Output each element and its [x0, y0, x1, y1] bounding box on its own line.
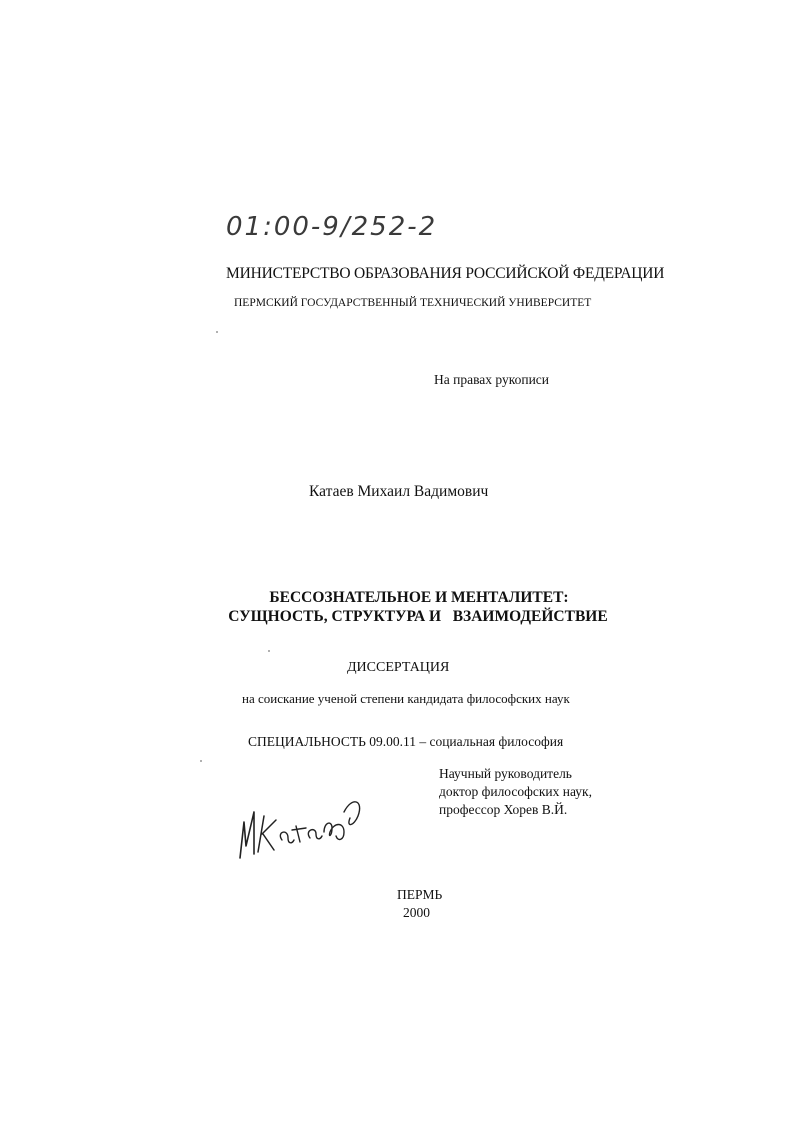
- ministry-name: МИНИСТЕРСТВО ОБРАЗОВАНИЯ РОССИЙСКОЙ ФЕДЕРАЦИИ: [226, 265, 665, 282]
- advisor-block: [439, 765, 592, 819]
- archive-stamp: 01:00-9/252-2: [226, 212, 438, 242]
- scan-speck: [216, 331, 218, 333]
- work-type: ДИССЕРТАЦИЯ: [347, 660, 450, 675]
- scan-speck: [268, 650, 270, 652]
- advisor-name: профессор Хорев В.Й.: [439, 802, 568, 817]
- degree-description: на соискание ученой степени кандидата философских наук: [242, 691, 570, 706]
- specialty: СПЕЦИАЛЬНОСТЬ 09.00.11 – социальная философия: [248, 734, 564, 749]
- manuscript-note: На правах рукописи: [434, 372, 550, 387]
- scan-speck: [200, 760, 202, 762]
- advisor-role: Научный руководитель: [439, 766, 572, 781]
- year: 2000: [403, 905, 430, 920]
- city: ПЕРМЬ: [397, 887, 443, 902]
- dissertation-title-line-2: СУЩНОСТЬ, СТРУКТУРА И ВЗАИМОДЕЙСТВИЕ: [228, 608, 608, 625]
- university-name: ПЕРМСКИЙ ГОСУДАРСТВЕННЫЙ ТЕХНИЧЕСКИЙ УНИВЕРСИТЕТ: [234, 297, 592, 309]
- author-signature: [232, 782, 372, 872]
- advisor-rank: доктор философских наук,: [439, 784, 592, 799]
- dissertation-title-line-1: БЕССОЗНАТЕЛЬНОЕ И МЕНТАЛИТЕТ:: [269, 589, 569, 606]
- author-name: Катаев Михаил Вадимович: [309, 483, 489, 500]
